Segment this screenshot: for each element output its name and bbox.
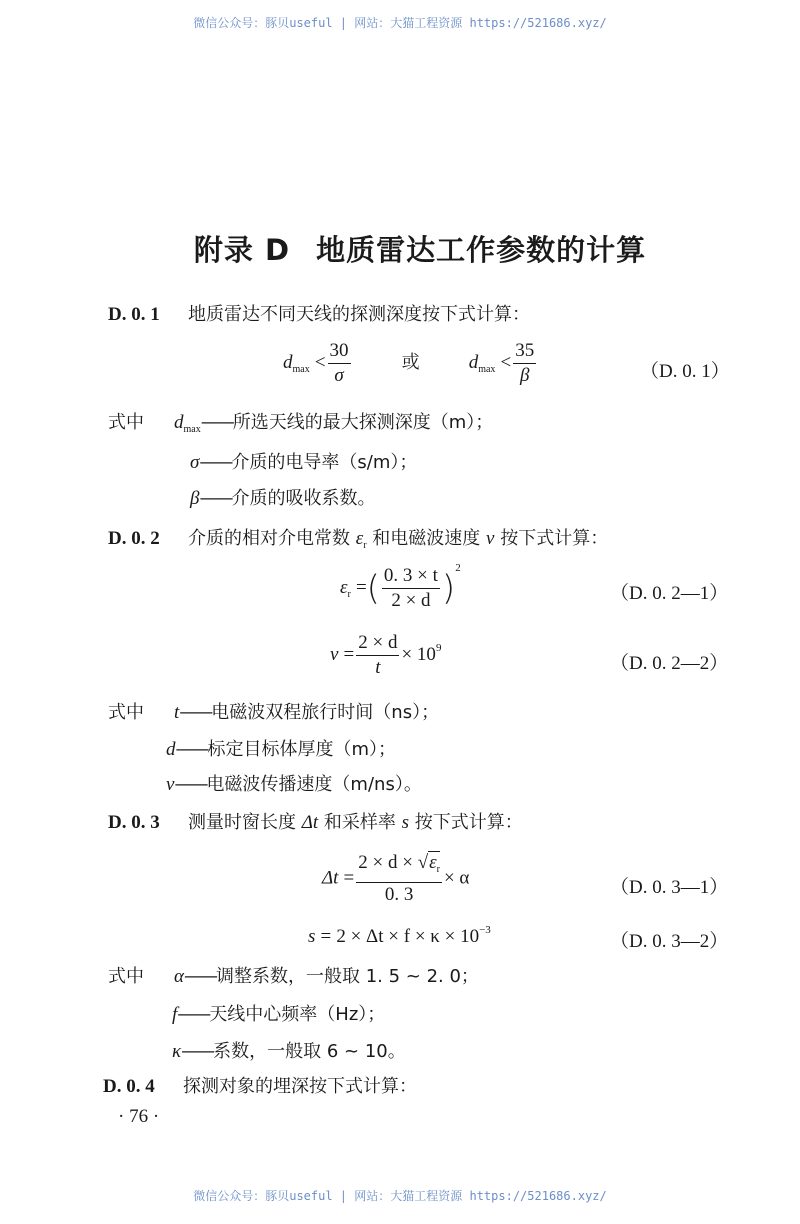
definition-row: 式中 α——调整系数，一般取 1. 5 ~ 2. 0； [108, 966, 479, 987]
fraction: $\frac{2 \times d \times √\varepsilon_r}{0. 3}$ [358, 852, 440, 905]
section-d03-heading: D. 0. 3 测量时窗长度 Δt 和采样率 s 按下式计算： [108, 812, 523, 833]
definition-row: β——介质的吸收系数。 [190, 488, 376, 509]
equation-d02-2: v = $\frac{2 \times d}{t}$ × $10^9$ [330, 632, 442, 678]
appendix-title [0, 228, 800, 269]
page-number: · 76 · [118, 1106, 160, 1127]
section-number: D. 0. 1 [108, 304, 160, 325]
section-d02-heading: D. 0. 2 介质的相对介电常数 $\varepsilon_r$ 和电磁波速度 v 按下式计算： [108, 528, 609, 551]
equation-label: （D. 0. 3—1） [610, 877, 729, 898]
definition-row: 式中 t——电磁波双程旅行时间（ns）； [108, 702, 440, 723]
definition-row: σ——介质的电导率（s/m）； [190, 452, 418, 473]
section-d04-heading: D. 0. 4 探测对象的埋深按下式计算： [103, 1076, 417, 1097]
watermark-top: 微信公众号：豚贝useful | 网站：大猫工程资源 https://521686.xyz/ [193, 16, 607, 30]
equation-label: （D. 0. 2—2） [610, 653, 729, 674]
section-d01-heading [108, 300, 530, 326]
equation-d01: $d_{max}$ < $\frac{30}{\sigma}$ 或 $d_{max}$ < $\frac{35}{\beta}$ [283, 340, 535, 386]
equation-d03-2: $s = 2 \times \Delta t \times f \times \kappa \times 10^{-3}$ [308, 924, 491, 947]
definition-row: v——电磁波传播速度（m/ns）。 [166, 774, 422, 795]
watermark-bottom: 微信公众号：豚贝useful | 网站：大猫工程资源 https://521686.xyz/ [193, 1189, 607, 1203]
equation-label: （D. 0. 3—2） [610, 931, 729, 952]
appendix-title-text: 地质雷达工作参数的计算 [316, 233, 647, 267]
definition-row: κ——系数，一般取 6 ~ 10。 [172, 1041, 406, 1062]
or-connector: 或 [401, 352, 420, 373]
equation-d03-1: Δt = $\frac{2 \times d \times √\varepsilon_r}{0. 3}$ × α [322, 852, 470, 905]
definition-row: 式中 $d_{max}——$所选天线的最大探测深度（m）； [108, 412, 494, 435]
fraction: $\frac{35}{\beta}$ [515, 340, 535, 386]
appendix-title-prefix: 附录 D [193, 233, 291, 267]
section-text: 地质雷达不同天线的探测深度按下式计算： [188, 304, 530, 325]
definition-row: d——标定目标体厚度（m）； [166, 739, 397, 760]
definition-row: f——天线中心频率（Hz）； [172, 1004, 386, 1025]
fraction: $\frac{30}{\sigma}$ [329, 340, 349, 386]
equation-d02-1: $\varepsilon_r$ =( $\frac{0. 3 \times t}{2 \times d}$ )$^2$ [340, 562, 461, 611]
equation-label: （D. 0. 2—1） [610, 583, 729, 604]
fraction: $\frac{2 \times d}{t}$ [358, 632, 398, 678]
equation-label: （D. 0. 1） [640, 361, 730, 382]
fraction: $\frac{0. 3 \times t}{2 \times d}$ [383, 565, 438, 611]
